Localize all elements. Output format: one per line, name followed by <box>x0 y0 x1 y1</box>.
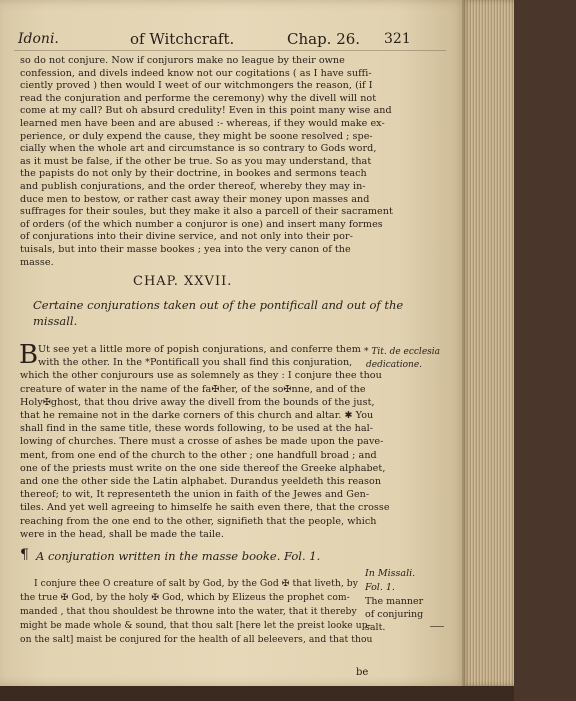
text-line: of conjurations into their divine service, and not only into their por- <box>20 231 353 243</box>
text-line: manded , that thou shouldest be throwne into the water, that it thereby <box>20 606 357 617</box>
text-line: on the salt] maist be conjured for the health of all beleevers, and that thou <box>20 634 373 645</box>
text-line: the true ✠ God, by the holy ✠ God, which by Elizeus the prophet com- <box>20 592 350 603</box>
chapter-title-line-1: Certaine conjurations taken out of the pontificall and out of the <box>33 298 404 312</box>
text-line: might be made whole & sound, that thou salt [here let the preist looke up- <box>20 620 371 631</box>
text-line: with the other. In the *Pontificall you shall find this conjuration, <box>38 357 353 369</box>
running-title: of Witchcraft. <box>130 30 235 48</box>
text-line: perience, or duly expend the cause, they might be soone resolved ; spe- <box>20 130 373 142</box>
text-line: suffrages for their soules, but they make it also a parcell of their sacrament <box>20 206 393 218</box>
text-line: learned men have been and are abused :- whereas, if they would make ex- <box>20 118 385 129</box>
text-line: Ut see yet a little more of popish conjurations, and conferre them <box>38 344 361 355</box>
text-line: reaching from the one end to the other, signifieth that the people, which <box>20 515 377 527</box>
book-cover <box>514 0 576 701</box>
text-line: of orders (of the which number a conjuror is one) and insert many formes <box>20 218 383 230</box>
sub-heading: A conjuration written in the masse booke. Fol. 1. <box>36 549 321 563</box>
text-line: read the conjuration and performe the ceremony) why the divell will not <box>20 92 377 104</box>
text-line: masse. <box>20 256 54 268</box>
text-line: and publish conjurations, and the order thereof, whereby they may in- <box>20 181 366 192</box>
drop-cap: B <box>19 340 39 370</box>
text-line: shall find in the same title, these words following, to be used at the hal- <box>20 423 373 435</box>
text-line: confession, and divels indeed know not our cogitations ( as I have suffi- <box>20 67 372 79</box>
text-line: cially when the whole art and circumstance is so contrary to Gods word, <box>20 143 377 155</box>
margin-note-1-line-2: dedicatione. <box>366 360 423 370</box>
text-line: duce men to bestow, or rather cast away their money upon masses and <box>20 193 370 205</box>
margin-note-2-line-2: Fol. 1. <box>365 582 395 593</box>
text-line: tiles. And yet well agreeing to himselfe he saith even there, that the crosse <box>20 502 390 514</box>
text-line: the papists do not only by their doctrine, in bookes and sermons teach <box>20 168 367 180</box>
text-line: which the other conjurours use as solemnely as they : I conjure thee thou <box>20 370 382 382</box>
text-line: so do not conjure. Now if conjurors make no league by their owne <box>20 55 345 66</box>
text-line: were in the head, shall be made the taile. <box>20 528 224 540</box>
chapter-title-line-2: missall. <box>33 314 78 328</box>
text-line: and one the other side the Latin alphabet. Durandus yeeldeth this reason <box>20 476 382 487</box>
text-line: Holy✠ghost, that thou drive away the divell from the bounds of the just, <box>20 396 375 408</box>
running-left: Idoni. <box>18 31 59 47</box>
chapter-heading: CHAP. XXVII. <box>133 274 233 289</box>
pencil-mark <box>430 626 444 627</box>
bottom-shadow <box>0 686 514 701</box>
page-edges <box>462 0 514 686</box>
text-line: thereof; to wit, It representeth the union in faith of the Jewes and Gen- <box>20 489 370 501</box>
margin-note-2-line-4: of conjuring <box>365 609 424 620</box>
text-line: as it must be false, if the other be true. So as you may understand, that <box>20 155 372 167</box>
chapter-label: Chap. 26. <box>287 30 361 48</box>
text-line: ment, from one end of the church to the other ; one handfull broad ; and <box>20 449 377 461</box>
text-line: one of the priests must write on the one side thereof the Greeke alphabet, <box>20 462 386 474</box>
text-line: come at my call? But oh absurd credulity! Even in this point many wise and <box>20 105 392 117</box>
text-line: I conjure thee O creature of salt by God, by the God ✠ that liveth, by <box>34 578 358 589</box>
text-line: that he remaine not in the darke corners of this church and altar. ✱ You <box>20 410 374 421</box>
text-line: tuisals, but into their masse bookes ; yea into the very canon of the <box>20 244 351 255</box>
catchword: be <box>356 667 369 678</box>
pilcrow-mark: ¶ <box>20 547 29 563</box>
header-rule <box>14 50 446 51</box>
margin-note-2-line-1: In Missali. <box>365 568 416 579</box>
text-line: lowing of churches. There must a crosse of ashes be made upon the pave- <box>20 436 384 448</box>
margin-note-2-line-5: salt. <box>365 622 386 633</box>
page-number: 321 <box>384 31 411 47</box>
text-line: ciently proved ) then would I weet of our witchmongers the reason, (if I <box>20 80 373 92</box>
margin-note-2-line-3: The manner <box>365 596 424 607</box>
text-line: creature of water in the name of the fa✠her, of the so✠nne, and of the <box>20 383 366 395</box>
margin-note-1-line-1: * Tit. de ecclesia <box>364 347 441 357</box>
